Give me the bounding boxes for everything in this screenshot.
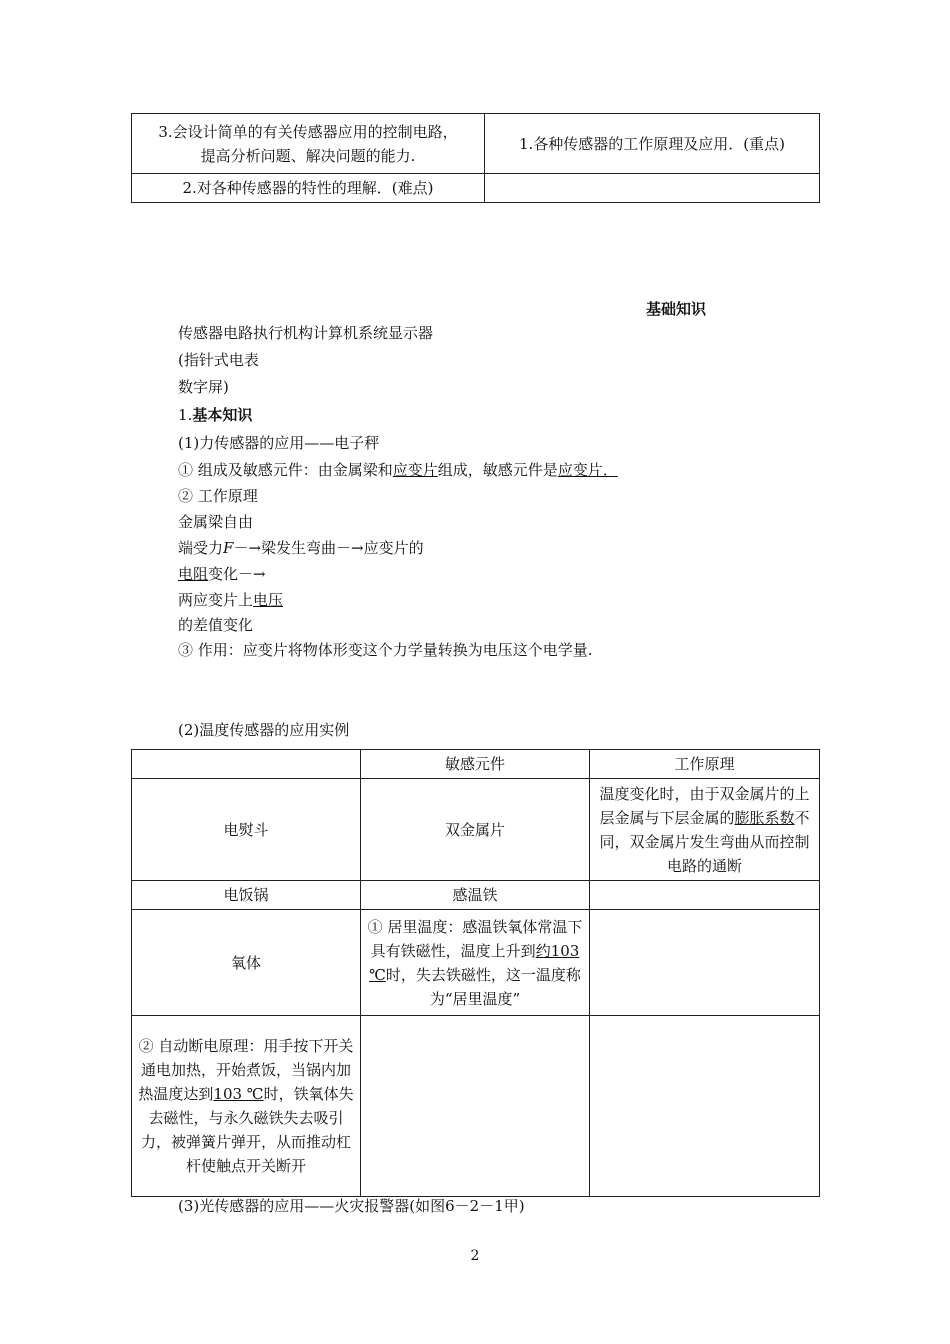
section-heading: 基础知识 [646,300,707,318]
key-point-cell: 1.各种传感器的工作原理及应用．(重点) [485,114,820,174]
objective-3-line2: 提高分析问题、解决问题的能力. [200,146,416,165]
page-number: 2 [470,1248,480,1264]
temperature-sensor-heading: (2)温度传感器的应用实例 [178,721,350,739]
header-working-principle: 工作原理 [590,750,820,779]
ferrite-name: 氧体 [132,910,361,1016]
empty-cell [485,174,820,203]
cooker-element: 感温铁 [361,881,590,910]
cooker-name: 电饭锅 [132,881,361,910]
iron-element: 双金属片 [361,779,590,881]
header-empty [132,750,361,779]
curie-temperature-desc: ① 居里温度：感温铁氧体常温下具有铁磁性，温度上升到约103 ℃时，失去铁磁性，这一温度称为“居里温度” [361,910,590,1016]
flow-line-5: 的差值变化 [178,616,254,634]
flow-line-3: 电阻变化－→ [178,565,266,583]
ferrite-principle [590,910,820,1016]
iron-name: 电熨斗 [132,779,361,881]
force-sensor-heading: (1)力传感器的应用——电子秤 [178,434,380,452]
objective-cell-3 [132,114,485,174]
difficulty-cell: 2.对各种传感器的特性的理解．(难点) [132,174,485,203]
cooker-principle [590,881,820,910]
digital-screen-line: 数字屏) [178,378,229,396]
light-sensor-heading: (3)光传感器的应用——火灾报警器(如图6－2－1甲) [178,1197,525,1215]
flow-line-4: 两应变片上电压 [178,591,284,609]
auto-empty-cell-2 [590,1016,820,1197]
objectives-table [131,113,820,203]
temperature-sensor-table [131,749,820,1197]
basic-knowledge-heading: 1.基本知识 [178,406,253,424]
function-line: ③ 作用：应变片将物体形变这个力学量转换为电压这个电学量. [178,641,593,659]
system-diagram-line: 传感器电路执行机构计算机系统显示器 [178,324,434,342]
objective-3-line1: 3.会设计简单的有关传感器应用的控制电路， [158,122,458,141]
auto-power-off-desc: ② 自动断电原理：用手按下开关通电加热，开始煮饭，当锅内加热温度达到103 ℃时，铁氧体失去磁性，与永久磁铁失去吸引力，被弹簧片弹开，从而推动杠杆使触点开关断开 [132,1016,361,1197]
flow-line-1: 金属梁自由 [178,513,254,531]
pointer-meter-line: (指针式电表 [178,351,259,369]
composition-line: ① 组成及敏感元件：由金属梁和应变片组成，敏感元件是应变片． [178,461,618,479]
auto-empty-cell-1 [361,1016,590,1197]
principle-heading: ② 工作原理 [178,487,258,505]
flow-line-2: 端受力F－→梁发生弯曲－→应变片的 [178,539,424,557]
iron-principle: 温度变化时，由于双金属片的上层金属与下层金属的膨胀系数不同，双金属片发生弯曲从而控制电路的通断 [590,779,820,881]
header-sensitive-element: 敏感元件 [361,750,590,779]
